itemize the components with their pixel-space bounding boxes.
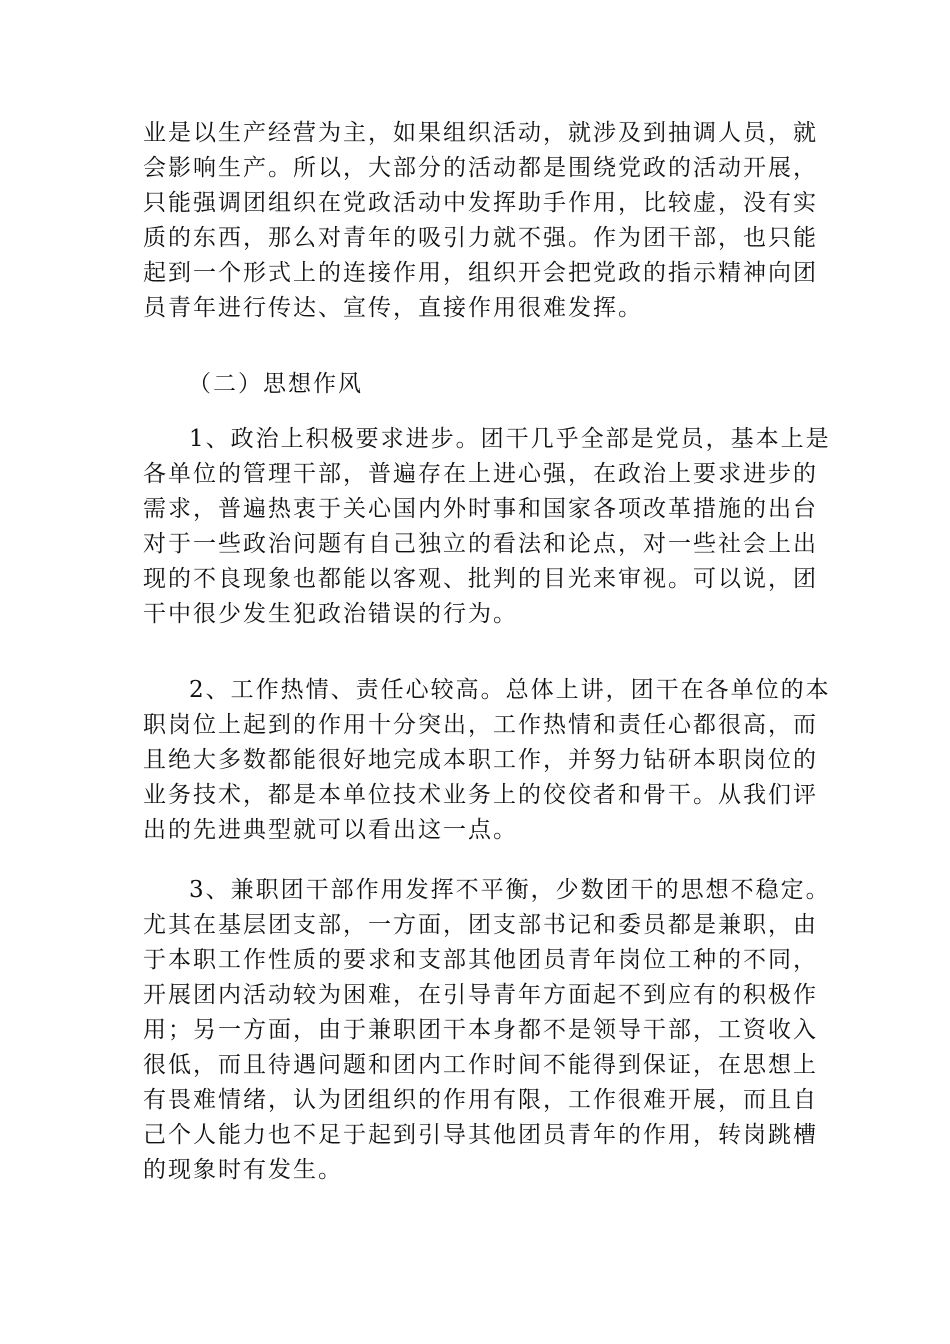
text-line: 干中很少发生犯政治错误的行为。 (143, 601, 518, 627)
text-line: 用；另一方面，由于兼职团干本身都不是领导干部，工资收入 (143, 1017, 818, 1043)
text-line: 质的东西，那么对青年的吸引力就不强。作为团干部，也只能 (143, 225, 818, 251)
text-line: 于本职工作性质的要求和支部其他团员青年岗位工种的不同， (143, 947, 818, 973)
text-line: 业是以生产经营为主，如果组织活动，就涉及到抽调人员，就 (143, 120, 818, 146)
paragraph-continuation (143, 116, 818, 326)
text-line: 的现象时有发生。 (143, 1157, 343, 1183)
text-line: 尤其在基层团支部，一方面，团支部书记和委员都是兼职，由 (143, 912, 818, 938)
text-line: 会影响生产。所以，大部分的活动都是围绕党政的活动开展， (143, 155, 818, 181)
paragraph-1 (143, 422, 831, 632)
text-line: 很低，而且待遇问题和团内工作时间不能得到保证，在思想上 (143, 1052, 818, 1078)
text-line: 2、工作热情、责任心较高。总体上讲，团干在各单位的本 (189, 677, 831, 703)
text-line: 需求，普遍热衷于关心国内外时事和国家各项改革措施的出台 (143, 496, 818, 522)
text-line: 且绝大多数都能很好地完成本职工作，并努力钻研本职岗位的 (143, 747, 818, 773)
text-line: 员青年进行传达、宣传，直接作用很难发挥。 (143, 295, 643, 321)
text-line: 出的先进典型就可以看出这一点。 (143, 817, 518, 843)
text-line: 对于一些政治问题有自己独立的看法和论点，对一些社会上出 (143, 531, 818, 557)
text-line: 起到一个形式上的连接作用，组织开会把党政的指示精神向团 (143, 260, 818, 286)
text-line: 有畏难情绪，认为团组织的作用有限，工作很难开展，而且自 (143, 1087, 818, 1113)
text-line: 只能强调团组织在党政活动中发挥助手作用，比较虚，没有实 (143, 190, 818, 216)
text-line: 1、政治上积极要求进步。团干几乎全部是党员，基本上是 (189, 426, 831, 452)
text-line: 各单位的管理干部，普遍存在上进心强，在政治上要求进步的 (143, 461, 818, 487)
paragraph-3 (143, 873, 831, 1188)
text-line: 己个人能力也不足于起到引导其他团员青年的作用，转岗跳槽 (143, 1122, 818, 1148)
paragraph-2 (143, 673, 831, 848)
text-line: 开展团内活动较为困难，在引导青年方面起不到应有的积极作 (143, 982, 818, 1008)
section-heading: （二）思想作风 (188, 371, 363, 397)
text-line: 职岗位上起到的作用十分突出，工作热情和责任心都很高，而 (143, 712, 818, 738)
text-line: 现的不良现象也都能以客观、批判的目光来审视。可以说，团 (143, 566, 818, 592)
text-line: 3、兼职团干部作用发挥不平衡，少数团干的思想不稳定。 (189, 877, 831, 903)
text-line: 业务技术，都是本单位技术业务上的佼佼者和骨干。从我们评 (143, 782, 818, 808)
